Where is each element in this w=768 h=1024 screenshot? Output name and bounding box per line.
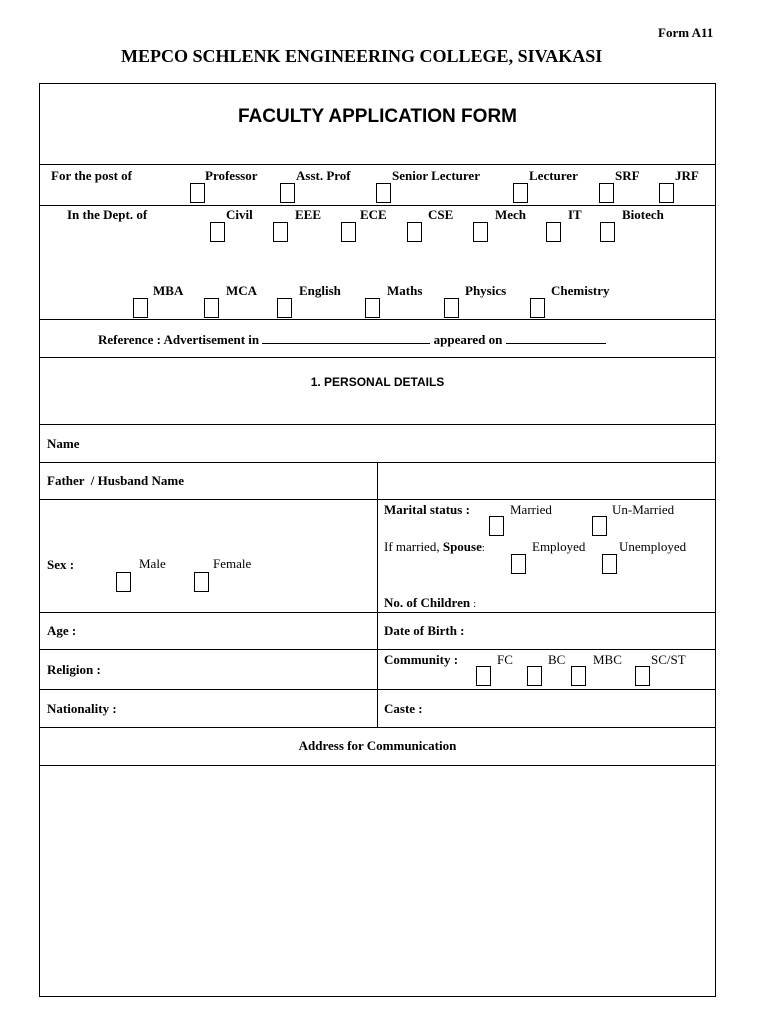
checkbox-unmarried[interactable]: [592, 516, 607, 536]
checkbox-asst-prof[interactable]: [280, 183, 295, 203]
option-label: Female: [213, 556, 252, 571]
option-label: English: [299, 283, 341, 298]
checkbox-mech[interactable]: [473, 222, 488, 242]
checkbox-srf[interactable]: [599, 183, 614, 203]
checkbox-biotech[interactable]: [600, 222, 615, 242]
college-name: MEPCO SCHLENK ENGINEERING COLLEGE, SIVAKASI: [121, 46, 603, 66]
checkbox-senior-lecturer[interactable]: [376, 183, 391, 203]
option-label: Mech: [495, 207, 527, 222]
option-label: Employed: [532, 539, 586, 554]
option-label: FC: [497, 652, 513, 667]
option-label: EEE: [295, 207, 322, 222]
checkbox-mca[interactable]: [204, 298, 219, 318]
checkbox-scst[interactable]: [635, 666, 650, 686]
spouse-label: Spouse: [442, 539, 482, 554]
nationality-label: Nationality :: [47, 701, 117, 716]
age-label: Age :: [47, 623, 77, 638]
option-label: SRF: [615, 168, 640, 183]
checkbox-english[interactable]: [277, 298, 292, 318]
divider: [39, 424, 716, 425]
option-label: JRF: [675, 168, 699, 183]
option-label: ECE: [360, 207, 387, 222]
divider: [39, 319, 716, 320]
option-label: Civil: [226, 207, 253, 222]
divider: [39, 765, 716, 766]
community-label: Community :: [384, 652, 459, 667]
option-label: MBC: [593, 652, 622, 667]
checkbox-female[interactable]: [194, 572, 209, 592]
checkbox-fc[interactable]: [476, 666, 491, 686]
divider: [39, 727, 716, 728]
option-label: Senior Lecturer: [392, 168, 480, 183]
option-label: SC/ST: [651, 652, 686, 667]
reference-prefix: Reference : Advertisement in: [98, 332, 260, 347]
option-label: Maths: [387, 283, 423, 298]
checkbox-bc[interactable]: [527, 666, 542, 686]
form-title: FACULTY APPLICATION FORM: [237, 106, 517, 127]
section-title: 1. PERSONAL DETAILS: [310, 375, 445, 389]
checkbox-unemployed[interactable]: [602, 554, 617, 574]
option-label: Lecturer: [529, 168, 578, 183]
column-divider: [377, 462, 378, 727]
post-label: For the post of: [51, 168, 133, 183]
caste-label: Caste :: [384, 701, 423, 716]
option-label: Male: [139, 556, 166, 571]
if-married-label: If married,: [384, 539, 440, 554]
checkbox-physics[interactable]: [444, 298, 459, 318]
checkbox-lecturer[interactable]: [513, 183, 528, 203]
checkbox-chemistry[interactable]: [530, 298, 545, 318]
checkbox-male[interactable]: [116, 572, 131, 592]
divider: [39, 357, 716, 358]
reference-middle: appeared on: [433, 332, 503, 347]
divider: [39, 205, 716, 206]
spouse-line: [384, 539, 485, 555]
address-field[interactable]: [41, 767, 713, 995]
checkbox-employed[interactable]: [511, 554, 526, 574]
advertisement-field[interactable]: [262, 331, 430, 344]
dob-label: Date of Birth :: [384, 623, 465, 638]
option-label: Physics: [465, 283, 507, 298]
checkbox-mbc[interactable]: [571, 666, 586, 686]
father-husband-label: Father / Husband Name: [47, 473, 184, 488]
option-label: CSE: [428, 207, 454, 222]
checkbox-eee[interactable]: [273, 222, 288, 242]
marital-status-label: Marital status :: [384, 502, 470, 517]
checkbox-ece[interactable]: [341, 222, 356, 242]
option-label: Chemistry: [551, 283, 610, 298]
divider: [39, 164, 716, 165]
option-label: Professor: [205, 168, 258, 183]
children-colon: :: [473, 599, 477, 610]
checkbox-professor[interactable]: [190, 183, 205, 203]
religion-label: Religion :: [47, 662, 101, 677]
spouse-colon: :: [481, 543, 485, 554]
checkbox-it[interactable]: [546, 222, 561, 242]
checkbox-jrf[interactable]: [659, 183, 674, 203]
option-label: IT: [568, 207, 582, 222]
option-label: BC: [548, 652, 566, 667]
option-label: Unemployed: [619, 539, 687, 554]
children-label: No. of Children: [384, 595, 471, 610]
option-label: MBA: [153, 283, 184, 298]
form-code: Form A11: [658, 25, 714, 40]
name-label: Name: [47, 436, 80, 451]
option-label: Asst. Prof: [296, 168, 351, 183]
option-label: Biotech: [622, 207, 664, 222]
sex-label: Sex :: [47, 557, 75, 572]
checkbox-civil[interactable]: [210, 222, 225, 242]
checkbox-cse[interactable]: [407, 222, 422, 242]
children-line: [384, 595, 476, 611]
option-label: Married: [510, 502, 552, 517]
dept-label: In the Dept. of: [67, 207, 148, 222]
reference-line: [98, 331, 606, 348]
option-label: Un-Married: [612, 502, 675, 517]
checkbox-mba[interactable]: [133, 298, 148, 318]
checkbox-maths[interactable]: [365, 298, 380, 318]
appeared-on-field[interactable]: [506, 331, 606, 344]
option-label: MCA: [226, 283, 258, 298]
checkbox-married[interactable]: [489, 516, 504, 536]
address-label: Address for Communication: [298, 738, 457, 753]
